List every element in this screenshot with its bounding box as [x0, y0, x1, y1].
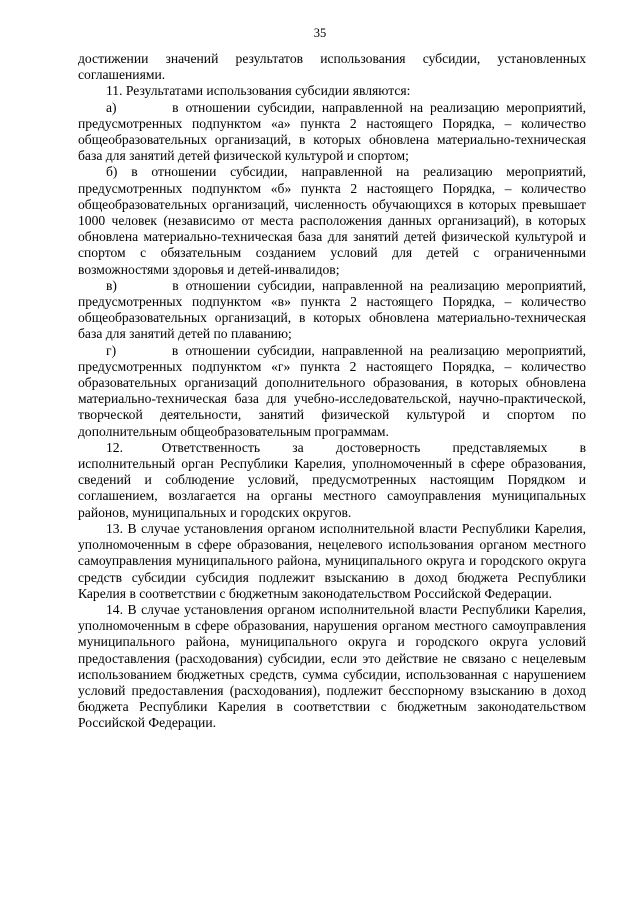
paragraph-item-11-a: а) в отношении субсидии, направленной на реализацию мероприятий, предусмотренных подпунктом «а» пункта 2 настоящего Порядка, – количество общеобразовательных организаций, в которых обновлена материально-техническая база для занятий детей физической культурой и спортом; — [78, 99, 586, 164]
page-number: 35 — [313, 26, 327, 40]
paragraph-item-13: 13. В случае установления органом исполнительной власти Республики Карелия, уполномоченным в сфере образования, нецелевого использования органом местного самоуправления муниципального района, муниципального округа и городского округа средств субсидии субсидия подлежит взысканию в доход бюджета Республики Карелия в соответствии с бюджетным законодательством Российской Федерации. — [78, 520, 586, 601]
document-body — [78, 51, 586, 732]
paragraph-continuation: достижении значений результатов использования субсидии, установленных соглашениями. — [78, 51, 586, 83]
paragraph-item-11-b: б) в отношении субсидии, направленной на реализацию мероприятий, предусмотренных подпунктом «б» пункта 2 настоящего Порядка, – количество общеобразовательных организаций, численность обучающихся в которых превышает 1000 человек (независимо от места расположения данных организаций), в которых обновлена материально-техническая база для занятий детей физической культурой и спортом с обязательным созданием условий для детей с ограниченными возможностями здоровья и детей-инвалидов; — [78, 164, 586, 277]
paragraph-item-11-v: в) в отношении субсидии, направленной на реализацию мероприятий, предусмотренных подпунктом «в» пункта 2 настоящего Порядка, – количество общеобразовательных организаций, в которых обновлена материально-техническая база для занятий детей по плаванию; — [78, 277, 586, 342]
paragraph-item-11: 11. Результатами использования субсидии являются: — [106, 83, 411, 99]
paragraph-item-11-g: г) в отношении субсидии, направленной на реализацию мероприятий, предусмотренных подпунктом «г» пункта 2 настоящего Порядка, – количество образовательных организаций дополнительного образования, в которых обновлена материально-техническая база для учебно-исследовательской, научно-практической, творческой деятельности, занятий физической культурой и спортом по дополнительным общеобразовательным программам. — [78, 342, 586, 439]
paragraph-item-12: 12. Ответственность за достоверность представляемых в исполнительный орган Республики Карелия, уполномоченный в сфере образования, сведений и соблюдение условий, предусмотренных настоящим Порядком и соглашением, возлагается на органы местного самоуправления муниципальных районов, муниципальных и городских округов. — [78, 439, 586, 520]
paragraph-item-14: 14. В случае установления органом исполнительной власти Республики Карелия, уполномоченным в сфере образования, нарушения органом местного самоуправления муниципального района, муниципального округа и городского округа условий предоставления (расходования) субсидии, если это действие не связано с нецелевым использованием бюджетных средств, сумма субсидии, использованная с нарушением условий предоставления (расходования), подлежит бесспорному взысканию в доход бюджета Республики Карелия в соответствии с бюджетным законодательством Российской Федерации. — [78, 601, 586, 731]
